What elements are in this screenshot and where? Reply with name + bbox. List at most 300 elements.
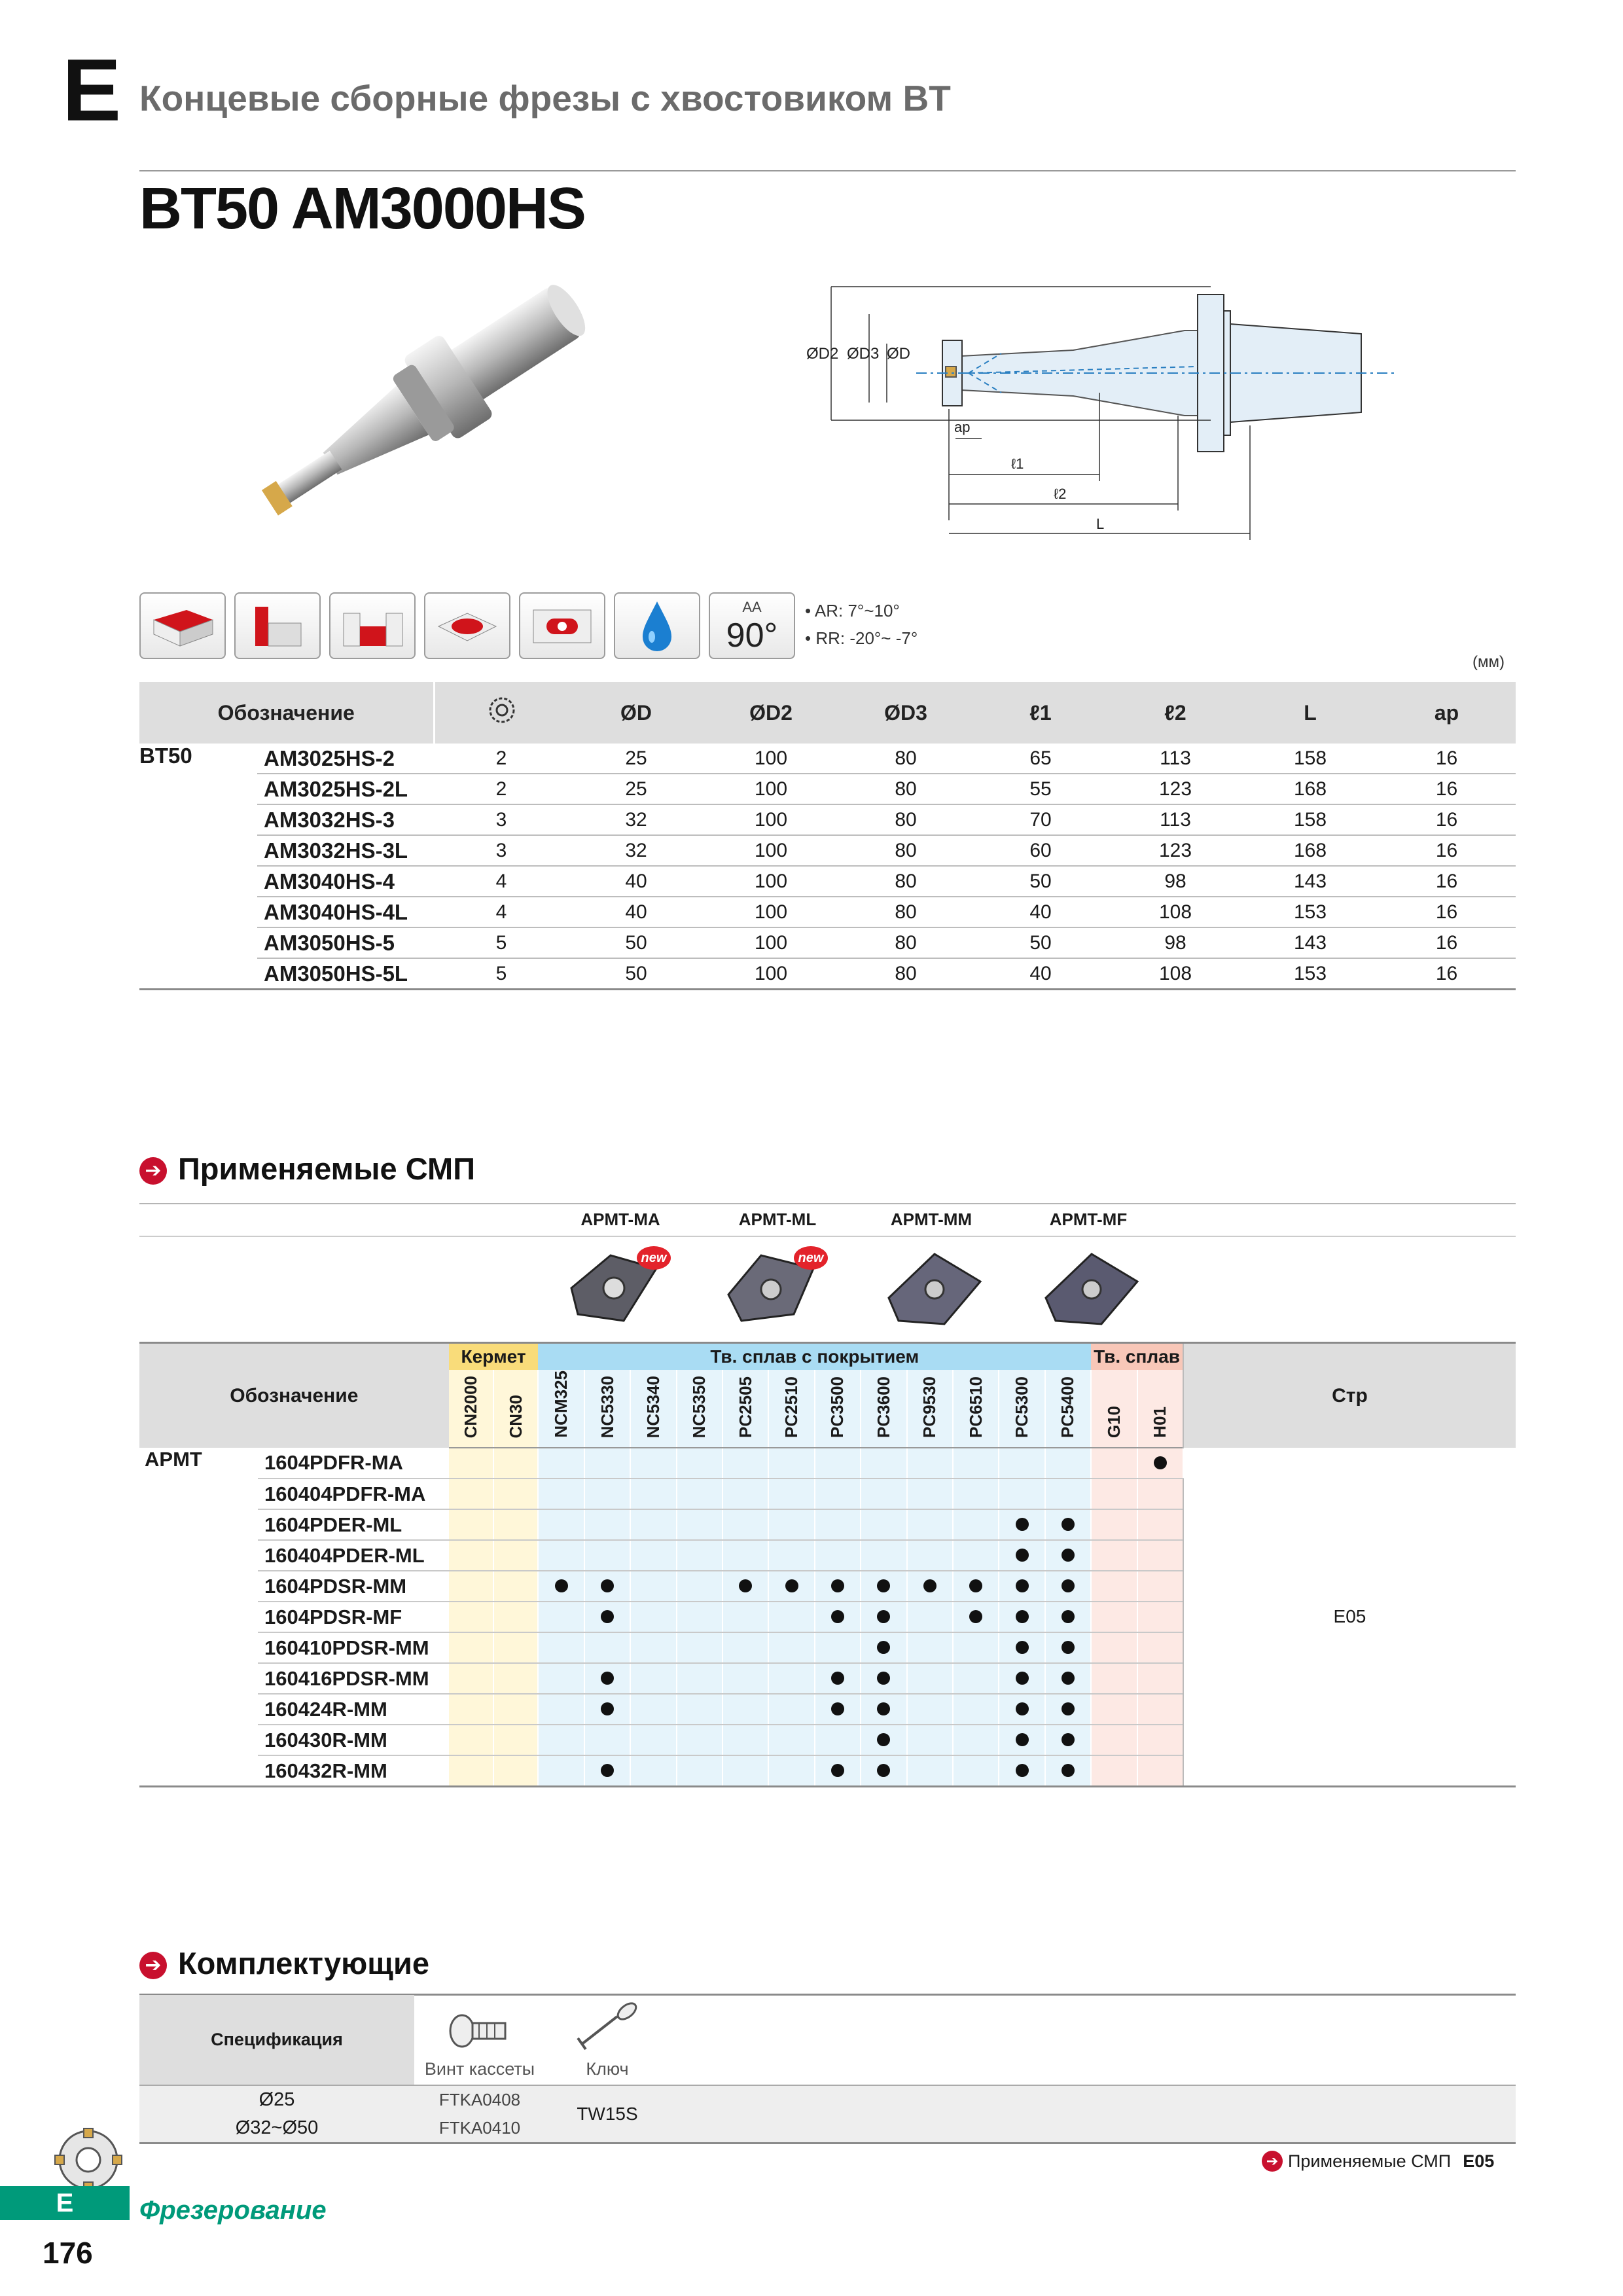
grade-cell bbox=[677, 1509, 722, 1540]
grade-cell bbox=[768, 1571, 814, 1602]
grade-label: NC5340 bbox=[643, 1375, 663, 1438]
rake-notes bbox=[805, 597, 918, 652]
grade-cell bbox=[584, 1663, 630, 1694]
availability-dot bbox=[601, 1764, 614, 1777]
grade-cell bbox=[861, 1663, 906, 1694]
spec-cell-d2: 100 bbox=[704, 927, 838, 958]
grade-cell bbox=[630, 1509, 676, 1540]
grade-cell bbox=[722, 1540, 768, 1571]
availability-dot bbox=[1016, 1610, 1029, 1623]
insert-type-label: APMT-MA bbox=[580, 1210, 660, 1229]
unit-label: (мм) bbox=[1472, 653, 1505, 671]
grade-cell bbox=[493, 1755, 538, 1787]
grade-cell bbox=[584, 1602, 630, 1632]
technical-drawing bbox=[792, 275, 1420, 550]
product-code: AM3050HS-5 bbox=[257, 927, 434, 958]
header-teeth-icon bbox=[434, 682, 569, 744]
grade-cell bbox=[815, 1479, 861, 1509]
grade-header bbox=[768, 1370, 814, 1448]
label-l1: ℓ1 bbox=[1011, 456, 1024, 472]
grade-cell bbox=[630, 1448, 676, 1479]
insert-image-mm bbox=[872, 1242, 1003, 1334]
coolant-icon bbox=[614, 592, 700, 659]
spec-cell-d3: 80 bbox=[838, 958, 973, 990]
grade-cell bbox=[953, 1725, 999, 1755]
label-d2: ØD2 bbox=[806, 345, 839, 363]
new-badge: new bbox=[637, 1246, 671, 1270]
grade-cell bbox=[1091, 1725, 1137, 1755]
grade-cell bbox=[768, 1694, 814, 1725]
grade-cell bbox=[953, 1663, 999, 1694]
grade-cell bbox=[999, 1663, 1044, 1694]
spec-cell-d3: 80 bbox=[838, 804, 973, 835]
spec-cell-d2: 100 bbox=[704, 804, 838, 835]
grade-cell bbox=[449, 1632, 493, 1663]
group-uncoated-carbide: Тв. сплав bbox=[1091, 1343, 1183, 1371]
grade-cell bbox=[1045, 1663, 1091, 1694]
availability-dot bbox=[1061, 1610, 1075, 1623]
header-d2: ØD2 bbox=[704, 682, 838, 744]
grade-cell bbox=[538, 1540, 584, 1571]
grade-cell bbox=[999, 1540, 1044, 1571]
key-label: Ключ bbox=[586, 2059, 629, 2079]
spec-cell-ap: 16 bbox=[1378, 744, 1516, 774]
insert-code: 160424R-MM bbox=[258, 1694, 449, 1725]
spec-cell-ap: 16 bbox=[1378, 927, 1516, 958]
label-d3: ØD3 bbox=[847, 345, 880, 363]
grade-cell bbox=[1045, 1694, 1091, 1725]
grade-cell bbox=[999, 1479, 1044, 1509]
grade-cell bbox=[584, 1694, 630, 1725]
availability-dot bbox=[1016, 1549, 1029, 1562]
spec-cell-L: 143 bbox=[1243, 866, 1378, 897]
insert-code: 160430R-MM bbox=[258, 1725, 449, 1755]
spec-cell-z: 4 bbox=[434, 866, 569, 897]
grade-cell bbox=[815, 1725, 861, 1755]
spec-value: Ø32~Ø50 bbox=[235, 2117, 319, 2138]
availability-dot bbox=[1061, 1672, 1075, 1685]
header-ap: ap bbox=[1378, 682, 1516, 744]
spec-cell-l2: 123 bbox=[1108, 835, 1243, 866]
grade-cell bbox=[907, 1694, 953, 1725]
grade-cell bbox=[449, 1540, 493, 1571]
grade-cell bbox=[1137, 1602, 1183, 1632]
spec-row bbox=[139, 835, 1516, 866]
spec-cell-z: 3 bbox=[434, 835, 569, 866]
grade-cell bbox=[1137, 1755, 1183, 1787]
grade-cell bbox=[861, 1479, 906, 1509]
grade-cell bbox=[953, 1602, 999, 1632]
product-code: AM3050HS-5L bbox=[257, 958, 434, 990]
spec-cell-z: 2 bbox=[434, 774, 569, 804]
spec-cell-d3: 80 bbox=[838, 866, 973, 897]
spec-cell-l1: 70 bbox=[973, 804, 1108, 835]
footer-reference[interactable] bbox=[1262, 2151, 1494, 2172]
insert-code: 1604PDER-ML bbox=[258, 1509, 449, 1540]
grade-cell bbox=[1045, 1448, 1091, 1479]
label-d: ØD bbox=[887, 345, 910, 363]
insert-code: 160416PDSR-MM bbox=[258, 1663, 449, 1694]
angle-label: AA bbox=[742, 599, 762, 615]
grade-cell bbox=[449, 1509, 493, 1540]
group-coated-carbide: Тв. сплав с покрытием bbox=[538, 1343, 1091, 1371]
grade-cell bbox=[538, 1663, 584, 1694]
spec-cell-l2: 123 bbox=[1108, 774, 1243, 804]
header-L: L bbox=[1243, 682, 1378, 744]
availability-dot bbox=[1061, 1764, 1075, 1777]
spec-cell-l1: 55 bbox=[973, 774, 1108, 804]
grade-cell bbox=[630, 1755, 676, 1787]
grade-cell bbox=[999, 1694, 1044, 1725]
grade-cell bbox=[861, 1540, 906, 1571]
spec-cell-z: 4 bbox=[434, 897, 569, 927]
grade-header bbox=[815, 1370, 861, 1448]
grade-cell bbox=[538, 1509, 584, 1540]
grade-cell bbox=[1045, 1632, 1091, 1663]
grade-cell bbox=[1137, 1571, 1183, 1602]
grade-cell bbox=[722, 1479, 768, 1509]
grade-cell bbox=[722, 1448, 768, 1479]
grade-cell bbox=[449, 1755, 493, 1787]
spec-cell-L: 168 bbox=[1243, 835, 1378, 866]
grade-cell bbox=[722, 1509, 768, 1540]
spec-cell-L: 143 bbox=[1243, 927, 1378, 958]
grade-cell bbox=[953, 1448, 999, 1479]
ramping-icon bbox=[424, 592, 510, 659]
grade-cell bbox=[1091, 1663, 1137, 1694]
grade-cell bbox=[1137, 1632, 1183, 1663]
spec-cell-d: 25 bbox=[569, 744, 704, 774]
header-d3: ØD3 bbox=[838, 682, 973, 744]
insert-type-label: APMT-ML bbox=[738, 1210, 817, 1229]
availability-dot bbox=[1016, 1702, 1029, 1715]
grade-cell bbox=[999, 1755, 1044, 1787]
section-arrow-icon: ➔ bbox=[139, 1952, 167, 1979]
grade-cell bbox=[677, 1755, 722, 1787]
grade-cell bbox=[768, 1509, 814, 1540]
grade-cell bbox=[1091, 1479, 1137, 1509]
section-letter: E bbox=[62, 41, 122, 139]
grade-cell bbox=[493, 1602, 538, 1632]
spec-cell-d2: 100 bbox=[704, 958, 838, 990]
inserts-divider bbox=[139, 1203, 1516, 1204]
new-badge: new bbox=[794, 1246, 828, 1270]
grade-cell bbox=[861, 1448, 906, 1479]
spec-cell-z: 2 bbox=[434, 744, 569, 774]
grade-cell bbox=[907, 1725, 953, 1755]
grade-cell bbox=[1137, 1509, 1183, 1540]
grade-cell bbox=[449, 1694, 493, 1725]
product-code: AM3025HS-2L bbox=[257, 774, 434, 804]
grade-cell bbox=[722, 1725, 768, 1755]
insert-images-row bbox=[139, 1210, 1516, 1340]
grade-header bbox=[538, 1370, 584, 1448]
insert-code: 160404PDFR-MA bbox=[258, 1479, 449, 1509]
grade-cell bbox=[953, 1540, 999, 1571]
availability-dot bbox=[969, 1579, 982, 1592]
spec-cell-l1: 40 bbox=[973, 897, 1108, 927]
availability-dot bbox=[1061, 1549, 1075, 1562]
grade-cell bbox=[768, 1632, 814, 1663]
grade-cell bbox=[538, 1632, 584, 1663]
grade-cell bbox=[449, 1479, 493, 1509]
grade-header bbox=[677, 1370, 722, 1448]
insert-type-label: APMT-MM bbox=[890, 1210, 972, 1229]
inserts-table bbox=[139, 1342, 1516, 1787]
grade-cell bbox=[953, 1571, 999, 1602]
spec-cell-L: 153 bbox=[1243, 958, 1378, 990]
accessories-title: Комплектующие bbox=[178, 1946, 429, 1981]
availability-dot bbox=[877, 1641, 890, 1654]
approach-angle-icon bbox=[709, 592, 795, 659]
insert-code: 160410PDSR-MM bbox=[258, 1632, 449, 1663]
spec-cell-d2: 100 bbox=[704, 774, 838, 804]
grade-cell bbox=[584, 1632, 630, 1663]
grade-cell bbox=[630, 1632, 676, 1663]
grade-cell bbox=[538, 1479, 584, 1509]
grade-cell bbox=[1045, 1725, 1091, 1755]
grade-cell bbox=[953, 1479, 999, 1509]
grade-header bbox=[1045, 1370, 1091, 1448]
screw-icon bbox=[444, 2002, 516, 2054]
grade-cell bbox=[815, 1694, 861, 1725]
grade-cell bbox=[722, 1571, 768, 1602]
availability-dot bbox=[877, 1672, 890, 1685]
product-code: AM3040HS-4 bbox=[257, 866, 434, 897]
grade-cell bbox=[1137, 1663, 1183, 1694]
footer-category: Фрезерование bbox=[139, 2196, 327, 2225]
grade-label: CN30 bbox=[505, 1394, 526, 1438]
grade-cell bbox=[907, 1602, 953, 1632]
availability-dot bbox=[831, 1764, 844, 1777]
grade-cell bbox=[907, 1540, 953, 1571]
spec-cell-d3: 80 bbox=[838, 774, 973, 804]
grade-label: H01 bbox=[1150, 1407, 1170, 1438]
spec-cell-L: 158 bbox=[1243, 804, 1378, 835]
grade-header bbox=[999, 1370, 1044, 1448]
grade-cell bbox=[768, 1602, 814, 1632]
page-number: 176 bbox=[43, 2236, 93, 2270]
grade-header bbox=[449, 1370, 493, 1448]
grade-cell bbox=[449, 1663, 493, 1694]
spec-cell-ap: 16 bbox=[1378, 804, 1516, 835]
key-column bbox=[545, 1995, 669, 2085]
grade-label: CN2000 bbox=[460, 1375, 480, 1438]
footer-tab: E bbox=[0, 2186, 130, 2220]
grade-cell bbox=[493, 1509, 538, 1540]
pocket-milling-icon bbox=[519, 592, 605, 659]
availability-dot bbox=[877, 1610, 890, 1623]
insert-code: 1604PDSR-MM bbox=[258, 1571, 449, 1602]
spec-cell-z: 5 bbox=[434, 927, 569, 958]
availability-dot bbox=[877, 1764, 890, 1777]
grade-header bbox=[1137, 1370, 1183, 1448]
grade-cell bbox=[677, 1694, 722, 1725]
grade-cell bbox=[493, 1540, 538, 1571]
insert-code: 160404PDER-ML bbox=[258, 1540, 449, 1571]
insert-code: 1604PDSR-MF bbox=[258, 1602, 449, 1632]
grade-cell bbox=[584, 1540, 630, 1571]
grade-cell bbox=[584, 1509, 630, 1540]
grade-cell bbox=[677, 1540, 722, 1571]
spec-cell-d2: 100 bbox=[704, 744, 838, 774]
label-L: L bbox=[1096, 516, 1105, 532]
spec-cell-d2: 100 bbox=[704, 835, 838, 866]
grade-label: PC5300 bbox=[1012, 1376, 1032, 1438]
spec-cell-d3: 80 bbox=[838, 835, 973, 866]
footer-ref-text: Применяемые СМП bbox=[1288, 2151, 1452, 2171]
spec-cell-d: 40 bbox=[569, 897, 704, 927]
grade-cell bbox=[1137, 1479, 1183, 1509]
grade-cell bbox=[1045, 1602, 1091, 1632]
grade-cell bbox=[493, 1479, 538, 1509]
grade-cell bbox=[584, 1448, 630, 1479]
spec-cell-l1: 40 bbox=[973, 958, 1108, 990]
grade-cell bbox=[677, 1479, 722, 1509]
grade-cell bbox=[1091, 1755, 1137, 1787]
grade-cell bbox=[538, 1448, 584, 1479]
spec-row bbox=[139, 866, 1516, 897]
grade-cell bbox=[861, 1571, 906, 1602]
grade-cell bbox=[677, 1632, 722, 1663]
grade-label: PC9530 bbox=[919, 1376, 940, 1438]
grade-cell bbox=[861, 1725, 906, 1755]
spec-row bbox=[139, 927, 1516, 958]
grade-cell bbox=[630, 1602, 676, 1632]
availability-dot bbox=[1016, 1733, 1029, 1746]
grade-cell bbox=[907, 1479, 953, 1509]
spec-row bbox=[139, 958, 1516, 990]
grade-cell bbox=[815, 1540, 861, 1571]
grade-cell bbox=[768, 1755, 814, 1787]
key-icon bbox=[571, 2002, 643, 2054]
grade-label: NC5330 bbox=[597, 1375, 617, 1438]
availability-dot bbox=[1061, 1641, 1075, 1654]
grade-cell bbox=[1091, 1571, 1137, 1602]
availability-dot bbox=[1016, 1672, 1029, 1685]
grade-header bbox=[907, 1370, 953, 1448]
grade-cell bbox=[815, 1755, 861, 1787]
header-l2: ℓ2 bbox=[1108, 682, 1243, 744]
grade-cell bbox=[861, 1632, 906, 1663]
grade-cell bbox=[722, 1632, 768, 1663]
grade-cell bbox=[1091, 1509, 1137, 1540]
grade-cell bbox=[861, 1694, 906, 1725]
spec-row bbox=[139, 774, 1516, 804]
grade-cell bbox=[953, 1509, 999, 1540]
grade-cell bbox=[815, 1602, 861, 1632]
product-code: AM3025HS-2 bbox=[257, 744, 434, 774]
grade-cell bbox=[907, 1755, 953, 1787]
grade-cell bbox=[1091, 1602, 1137, 1632]
grade-cell bbox=[493, 1448, 538, 1479]
spec-cell-d3: 80 bbox=[838, 744, 973, 774]
spec-cell-l2: 98 bbox=[1108, 927, 1243, 958]
grade-label: PC6510 bbox=[965, 1376, 986, 1438]
availability-dot bbox=[831, 1579, 844, 1592]
grade-cell bbox=[1137, 1448, 1183, 1479]
grade-cell bbox=[722, 1755, 768, 1787]
spec-cell-ap: 16 bbox=[1378, 774, 1516, 804]
grade-cell bbox=[907, 1509, 953, 1540]
grade-cell bbox=[630, 1663, 676, 1694]
grade-cell bbox=[1091, 1540, 1137, 1571]
insert-image-mf bbox=[1029, 1242, 1160, 1334]
insert-row bbox=[139, 1448, 1516, 1479]
header-l1: ℓ1 bbox=[973, 682, 1108, 744]
availability-dot bbox=[877, 1702, 890, 1715]
spec-cell-L: 153 bbox=[1243, 897, 1378, 927]
grade-cell bbox=[722, 1663, 768, 1694]
availability-dot bbox=[1154, 1456, 1167, 1469]
availability-dot bbox=[1016, 1641, 1029, 1654]
grade-cell bbox=[493, 1571, 538, 1602]
spec-cell-l1: 50 bbox=[973, 927, 1108, 958]
spec-table bbox=[139, 682, 1516, 990]
spec-cell-d: 32 bbox=[569, 835, 704, 866]
availability-dot bbox=[601, 1702, 614, 1715]
grade-cell bbox=[999, 1509, 1044, 1540]
grade-cell bbox=[907, 1571, 953, 1602]
header-designation: Обозначение bbox=[139, 1343, 449, 1448]
grade-cell bbox=[999, 1571, 1044, 1602]
spec-cell-l2: 113 bbox=[1108, 744, 1243, 774]
grade-cell bbox=[677, 1602, 722, 1632]
grade-label: NC5350 bbox=[689, 1375, 709, 1438]
grade-cell bbox=[1045, 1755, 1091, 1787]
grade-cell bbox=[538, 1602, 584, 1632]
header-page: Стр bbox=[1183, 1343, 1516, 1448]
grade-header bbox=[861, 1370, 906, 1448]
grade-cell bbox=[768, 1448, 814, 1479]
spec-row bbox=[139, 804, 1516, 835]
grade-cell bbox=[1045, 1479, 1091, 1509]
spec-cell-d: 25 bbox=[569, 774, 704, 804]
grade-cell bbox=[538, 1571, 584, 1602]
grade-cell bbox=[1045, 1509, 1091, 1540]
grade-cell bbox=[999, 1725, 1044, 1755]
availability-dot bbox=[831, 1672, 844, 1685]
grade-cell bbox=[815, 1509, 861, 1540]
insert-group-label: APMT bbox=[139, 1448, 258, 1787]
grade-cell bbox=[449, 1602, 493, 1632]
grade-cell bbox=[493, 1663, 538, 1694]
grade-cell bbox=[449, 1571, 493, 1602]
channel-milling-icon bbox=[329, 592, 416, 659]
spec-cell-z: 3 bbox=[434, 804, 569, 835]
spec-cell-L: 168 bbox=[1243, 774, 1378, 804]
grade-label: PC3500 bbox=[827, 1376, 847, 1438]
grade-header bbox=[584, 1370, 630, 1448]
availability-dot bbox=[877, 1579, 890, 1592]
grade-cell bbox=[861, 1602, 906, 1632]
grade-cell bbox=[630, 1540, 676, 1571]
grade-label: G10 bbox=[1103, 1405, 1124, 1438]
availability-dot bbox=[1061, 1579, 1075, 1592]
grade-cell bbox=[493, 1694, 538, 1725]
availability-dot bbox=[1061, 1702, 1075, 1715]
arrow-icon: ➔ bbox=[1262, 2151, 1283, 2172]
spec-cell-l1: 50 bbox=[973, 866, 1108, 897]
footer-ref-page: E05 bbox=[1463, 2151, 1495, 2171]
grade-cell bbox=[1091, 1448, 1137, 1479]
label-l2: ℓ2 bbox=[1054, 486, 1067, 502]
grade-header bbox=[493, 1370, 538, 1448]
spec-cell-d2: 100 bbox=[704, 866, 838, 897]
availability-dot bbox=[1016, 1518, 1029, 1531]
angle-value: 90° bbox=[726, 617, 778, 655]
grade-header bbox=[722, 1370, 768, 1448]
